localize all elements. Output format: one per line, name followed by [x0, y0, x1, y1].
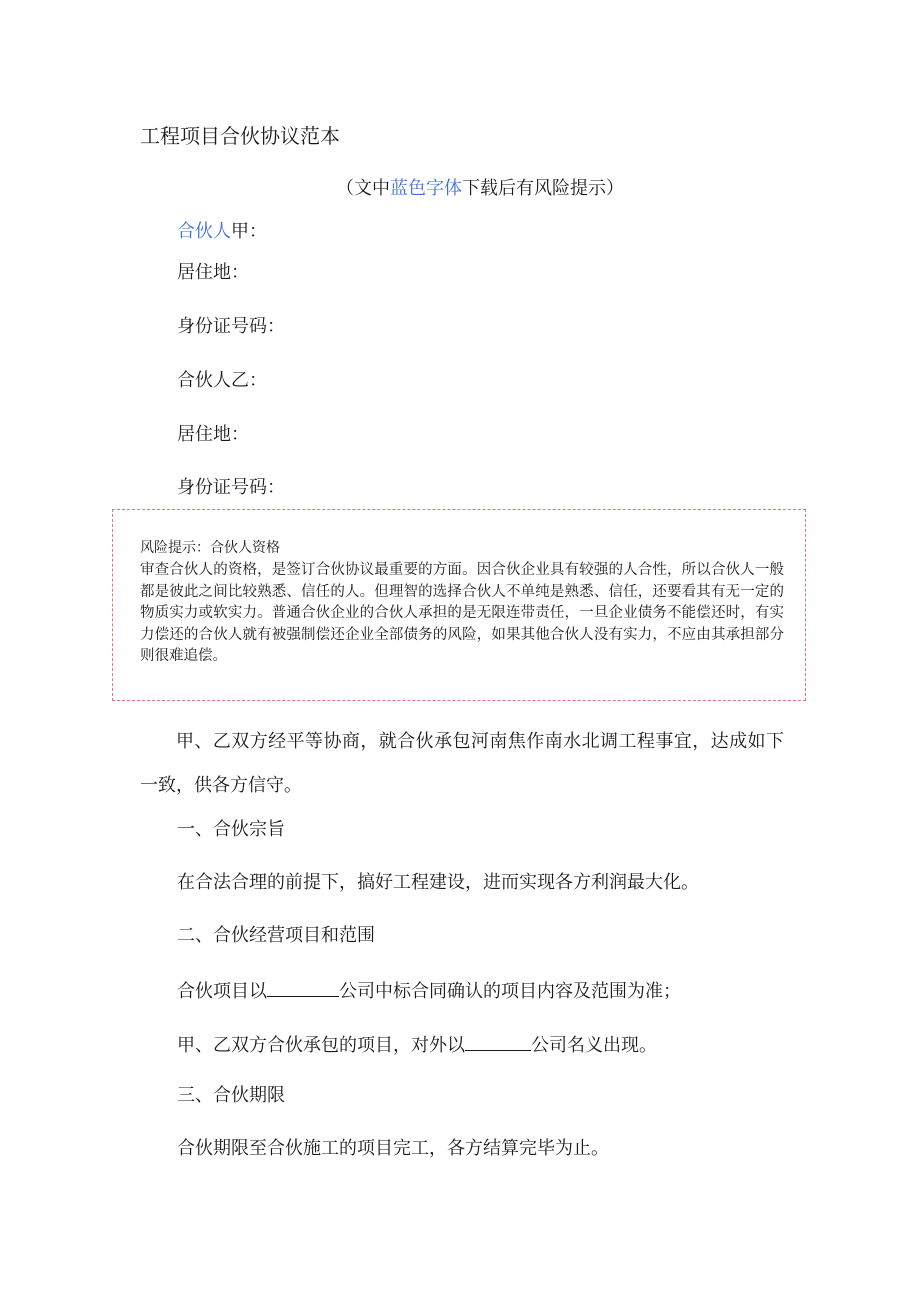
- section2-line1-suffix: 公司中标合同确认的项目内容及范围为准；: [339, 981, 681, 1002]
- intro-paragraph: 甲、乙双方经平等协商，就合伙承包河南焦作南水北调工程事宜，达成如下一致，供各方信守。: [140, 731, 784, 796]
- section3-heading: 三、合伙期限: [177, 1085, 285, 1106]
- section2-heading: 二、合伙经营项目和范围: [177, 925, 375, 946]
- document-title: 工程项目合伙协议范本: [140, 124, 340, 148]
- section1-text: 在合法合理的前提下，搞好工程建设，进而实现各方利润最大化。: [177, 872, 699, 893]
- subtitle-highlight: 蓝色字体: [390, 178, 462, 199]
- party-a-suffix: 甲：: [231, 221, 267, 242]
- external-company-blank: [465, 1030, 531, 1051]
- section2-line2-suffix: 公司名义出现。: [531, 1035, 657, 1056]
- party-a-highlight: 合伙人: [177, 221, 231, 242]
- party-b-label: 合伙人乙：: [177, 370, 267, 391]
- id-number-b-label: 身份证号码：: [177, 477, 285, 498]
- residence-b-label: 居住地：: [177, 424, 249, 445]
- id-number-a-label: 身份证号码：: [177, 316, 285, 337]
- risk-tip-body: 审查合伙人的资格，是签订合伙协议最重要的方面。因合伙企业具有较强的人合性，所以合伙人一般都是彼此之间比较熟悉、信任的人。但理智的选择合伙人不单纯是熟悉、信任，还要看其有无一定的物质实力或软实力。普通合伙企业的合伙人承担的是无限连带责任，一旦企业债务不能偿还时，有实力偿还的合伙人就有被强制偿还企业全部债务的风险，如果其他合伙人没有实力，不应由其承担部分则很难追偿。: [140, 562, 784, 664]
- company-name-blank: [267, 976, 339, 997]
- section2-line2: [177, 1030, 657, 1059]
- residence-a-label: 居住地：: [177, 262, 249, 283]
- section2-line1-prefix: 合伙项目以: [177, 981, 267, 1002]
- risk-tip-title: 风险提示：合伙人资格: [140, 540, 280, 556]
- section3-text: 合伙期限至合伙施工的项目完工，各方结算完毕为止。: [177, 1138, 609, 1159]
- section2-line2-prefix: 甲、乙双方合伙承包的项目，对外以: [177, 1035, 465, 1056]
- section1-heading: 一、合伙宗旨: [177, 819, 285, 840]
- risk-tip-box: [112, 509, 806, 701]
- subtitle-suffix: 下载后有风险提示）: [462, 178, 624, 199]
- document-subtitle: [0, 176, 920, 202]
- subtitle-prefix: （文中: [336, 178, 390, 199]
- party-a-label: [177, 219, 267, 245]
- section2-line1: [177, 976, 681, 1005]
